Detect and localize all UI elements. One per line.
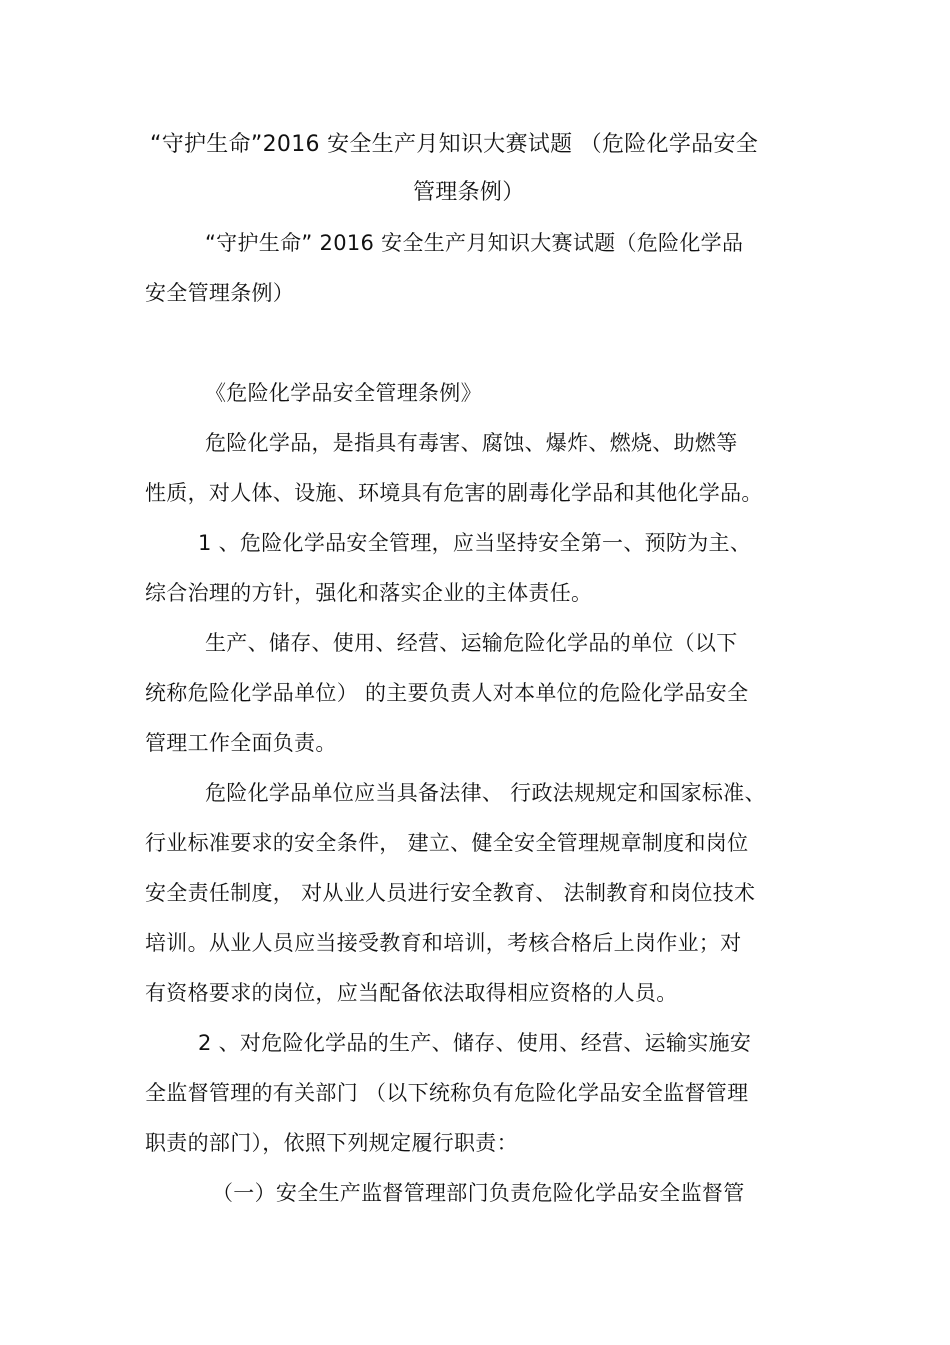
paragraph-line: 性质，对人体、设施、环境具有危害的剧毒化学品和其他化学品。: [145, 481, 763, 505]
paragraph-line: 行业标准要求的安全条件， 建立、健全安全管理规章制度和岗位: [145, 831, 749, 855]
paragraph-line: 管理工作全面负责。: [145, 731, 337, 755]
paragraph-line: 综合治理的方针，强化和落实企业的主体责任。: [145, 581, 593, 605]
paragraph-line: 生产、储存、使用、经营、运输危险化学品的单位（以下: [205, 631, 738, 655]
paragraph-line: 危险化学品单位应当具备法律、 行政法规规定和国家标准、: [205, 781, 766, 805]
paragraph-line: （一）安全生产监督管理部门负责危险化学品安全监督管: [212, 1181, 745, 1205]
paragraph-line: 培训。从业人员应当接受教育和培训，考核合格后上岗作业；对: [145, 931, 742, 955]
paragraph-line: 2 、对危险化学品的生产、储存、使用、经营、运输实施安: [198, 1031, 752, 1055]
paragraph-line: 有资格要求的岗位，应当配备依法取得相应资格的人员。: [145, 981, 678, 1005]
subtitle-line-1: “守护生命” 2016 安全生产月知识大赛试题（危险化学品: [205, 231, 744, 255]
paragraph-line: 危险化学品，是指具有毒害、腐蚀、爆炸、燃烧、助燃等: [205, 431, 738, 455]
document-title-line-1: “守护生命”2016 安全生产月知识大赛试题 （危险化学品安全: [150, 132, 759, 157]
paragraph-line: 安全责任制度， 对从业人员进行安全教育、 法制教育和岗位技术: [145, 881, 756, 905]
paragraph-line: 1 、危险化学品安全管理，应当坚持安全第一、预防为主、: [198, 531, 752, 555]
paragraph-line: 全监督管理的有关部门 （以下统称负有危险化学品安全监督管理: [145, 1081, 749, 1105]
section-heading: 《危险化学品安全管理条例》: [205, 381, 482, 405]
paragraph-line: 职责的部门），依照下列规定履行职责：: [145, 1131, 518, 1155]
paragraph-line: 统称危险化学品单位） 的主要负责人对本单位的危险化学品安全: [145, 681, 749, 705]
subtitle-line-2: 安全管理条例）: [145, 281, 295, 305]
document-title-line-2: 管理条例）: [413, 180, 525, 205]
